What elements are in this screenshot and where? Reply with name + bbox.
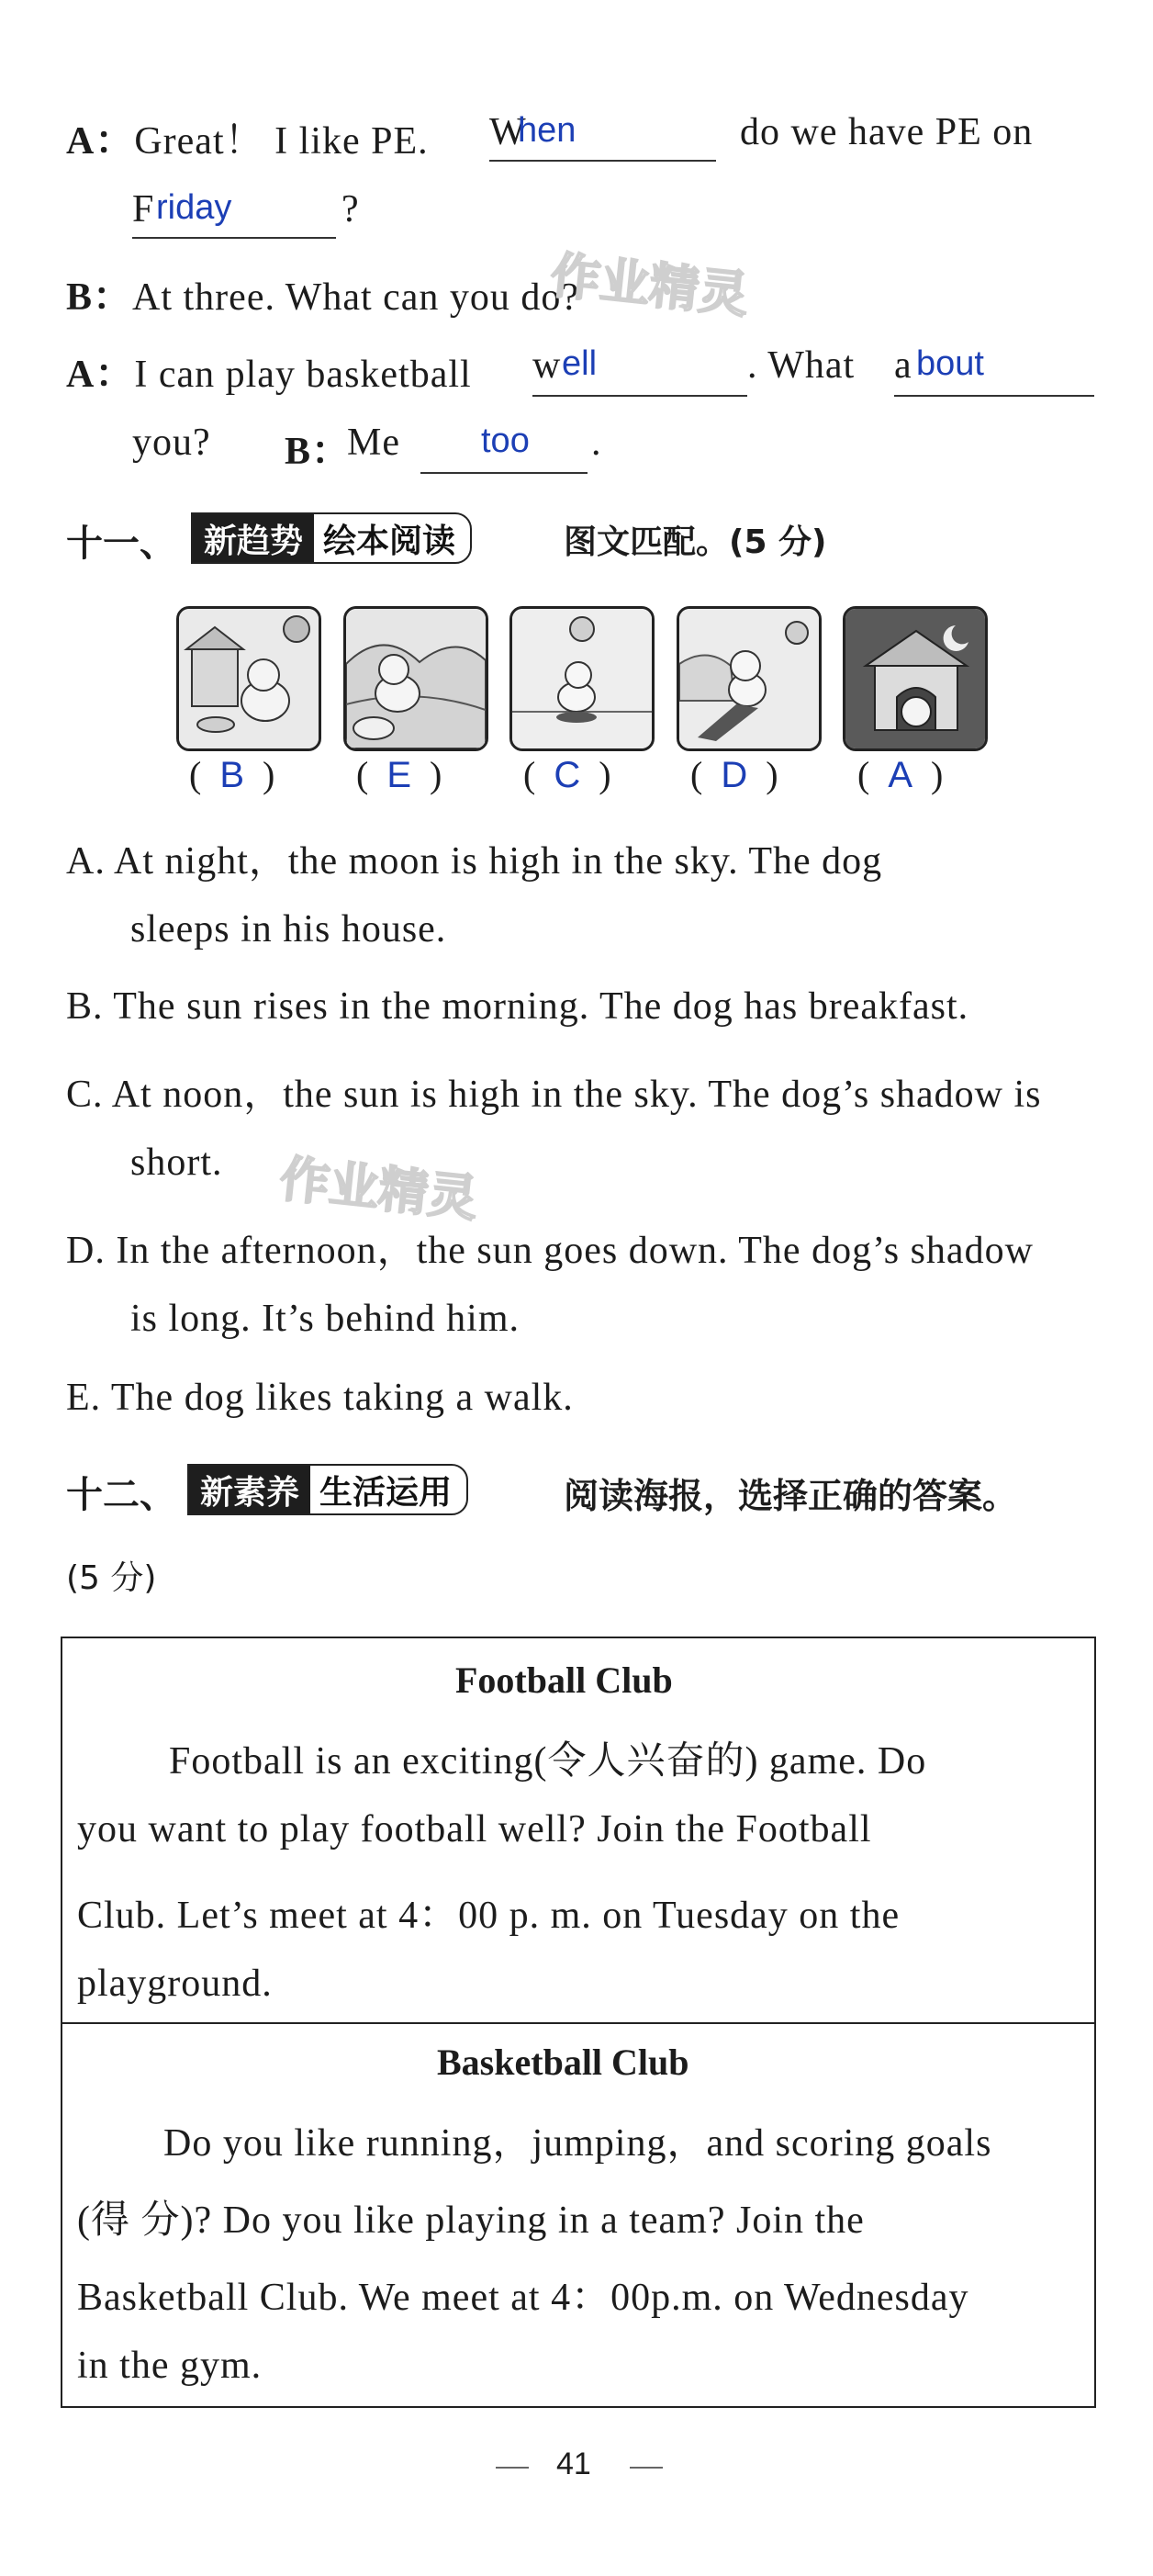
sentence-text: The sun rises in the morning. The dog has breakfast. <box>113 985 969 1028</box>
speaker-a: A： <box>66 354 135 396</box>
section-12-instruction: 阅读海报，选择正确的答案。 <box>564 1476 1018 1516</box>
sentence-e <box>66 1376 574 1420</box>
footer-dash-right <box>630 2467 663 2469</box>
picture-2-dog-walk <box>343 606 488 751</box>
basketball-line: (得 分)? Do you like playing in a team? Join the <box>77 2199 865 2242</box>
dialogue-text: . <box>591 422 602 464</box>
basketball-line: Basketball Club. We meet at 4：00p.m. on Wednesday <box>77 2277 969 2319</box>
sentence-b <box>66 984 968 1029</box>
poster-football <box>61 1637 1096 2024</box>
section-11-tag <box>191 512 472 564</box>
speaker-b: B： <box>285 431 352 473</box>
sentence-a <box>66 830 882 885</box>
dialogue-text: ? <box>341 188 360 231</box>
sentence-label: A. <box>66 840 106 883</box>
sentence-text: At noon，the sun is high in the sky. The dog’s shadow is <box>111 1074 1042 1116</box>
sentence-text: is long. It’s behind him. <box>130 1298 520 1340</box>
basketball-title: Basketball Club <box>437 2042 689 2083</box>
football-title: Football Club <box>455 1659 673 1701</box>
speaker-a: A： <box>66 120 135 163</box>
watermark: 作业精灵 <box>276 1149 481 1229</box>
dialogue-text: I can play basketball <box>134 354 472 396</box>
football-line: Football is an exciting(令人兴奋的) game. Do <box>169 1740 927 1783</box>
section-12-tag <box>187 1464 468 1515</box>
answer-blank <box>132 237 336 239</box>
picture-4-afternoon-shadow <box>677 606 822 751</box>
blank-prefix: W <box>489 111 527 153</box>
football-line: you want to play football well? Join the Football <box>77 1808 872 1850</box>
picture-3-answer: ( C ) <box>523 754 611 795</box>
poster-basketball <box>61 2020 1096 2408</box>
sentence-text: The dog likes taking a walk. <box>110 1377 574 1419</box>
tag-light-label: 绘本阅读 <box>323 522 456 560</box>
dialogue-text: At three. What can you do? <box>132 276 580 319</box>
section-12-score: (5 分) <box>66 1559 157 1597</box>
picture-2-answer: ( E ) <box>356 754 442 795</box>
answer-blank <box>532 395 747 397</box>
dialogue-text: do we have PE on <box>740 111 1034 153</box>
page-number: 41 <box>556 2447 591 2481</box>
sentence-label: B. <box>66 985 104 1028</box>
sentence-d <box>66 1220 1034 1275</box>
picture-4-answer: ( D ) <box>690 754 778 795</box>
watermark: 作业精灵 <box>547 245 752 325</box>
sentence-text: sleeps in his house. <box>130 908 447 951</box>
football-line: Club. Let’s meet at 4：00 p. m. on Tuesday on the <box>77 1895 901 1937</box>
answer-well: ell <box>562 344 598 383</box>
football-line: playground. <box>77 1963 273 2005</box>
dialogue-line-3 <box>66 266 579 321</box>
section-11-instruction: 图文匹配。(5 分) <box>564 523 827 561</box>
answer-blank <box>894 395 1094 397</box>
dialogue-text: Me <box>347 422 400 464</box>
basketball-line: Do you like running，jumping，and scoring goals <box>163 2122 992 2165</box>
answer-about: bout <box>916 344 984 383</box>
answer-blank <box>420 472 588 474</box>
sentence-label: D. <box>66 1230 106 1272</box>
blank-prefix: F <box>132 188 155 231</box>
answer-when: hen <box>518 111 576 150</box>
section-12-number: 十二、 <box>66 1474 176 1516</box>
picture-5-answer: ( A ) <box>857 754 944 795</box>
blank-prefix: a <box>894 344 912 387</box>
tag-dark-label: 新素养 <box>189 1466 310 1513</box>
dialogue-text: you? <box>132 422 211 464</box>
answer-too: too <box>481 422 530 460</box>
sentence-label: C. <box>66 1074 104 1116</box>
dialogue-text: . What <box>747 344 856 387</box>
dialogue-text: Great！ I like PE. <box>134 120 429 163</box>
dialogue-line-1 <box>66 110 429 165</box>
footer-dash-left <box>496 2467 529 2469</box>
sentence-c <box>66 1063 1042 1119</box>
blank-prefix: w <box>532 344 562 387</box>
sentence-text: At night，the moon is high in the sky. The dog <box>114 840 883 883</box>
tag-light-label: 生活运用 <box>319 1473 453 1512</box>
dialogue-line-4 <box>66 343 472 399</box>
tag-dark-label: 新趋势 <box>193 514 314 562</box>
answer-friday: riday <box>156 188 232 227</box>
basketball-line: in the gym. <box>77 2345 263 2387</box>
sentence-text: short. <box>130 1142 223 1184</box>
picture-3-noon-shadow <box>509 606 655 751</box>
sentence-text: In the afternoon，the sun goes down. The dog’s shadow <box>116 1230 1034 1272</box>
picture-5-night-house <box>843 606 988 751</box>
picture-1-dog-breakfast <box>176 606 321 751</box>
answer-blank <box>489 160 716 162</box>
picture-1-answer: ( B ) <box>189 754 275 795</box>
section-11-number: 十一、 <box>66 523 176 565</box>
sentence-label: E. <box>66 1377 102 1419</box>
speaker-b: B： <box>66 276 133 319</box>
